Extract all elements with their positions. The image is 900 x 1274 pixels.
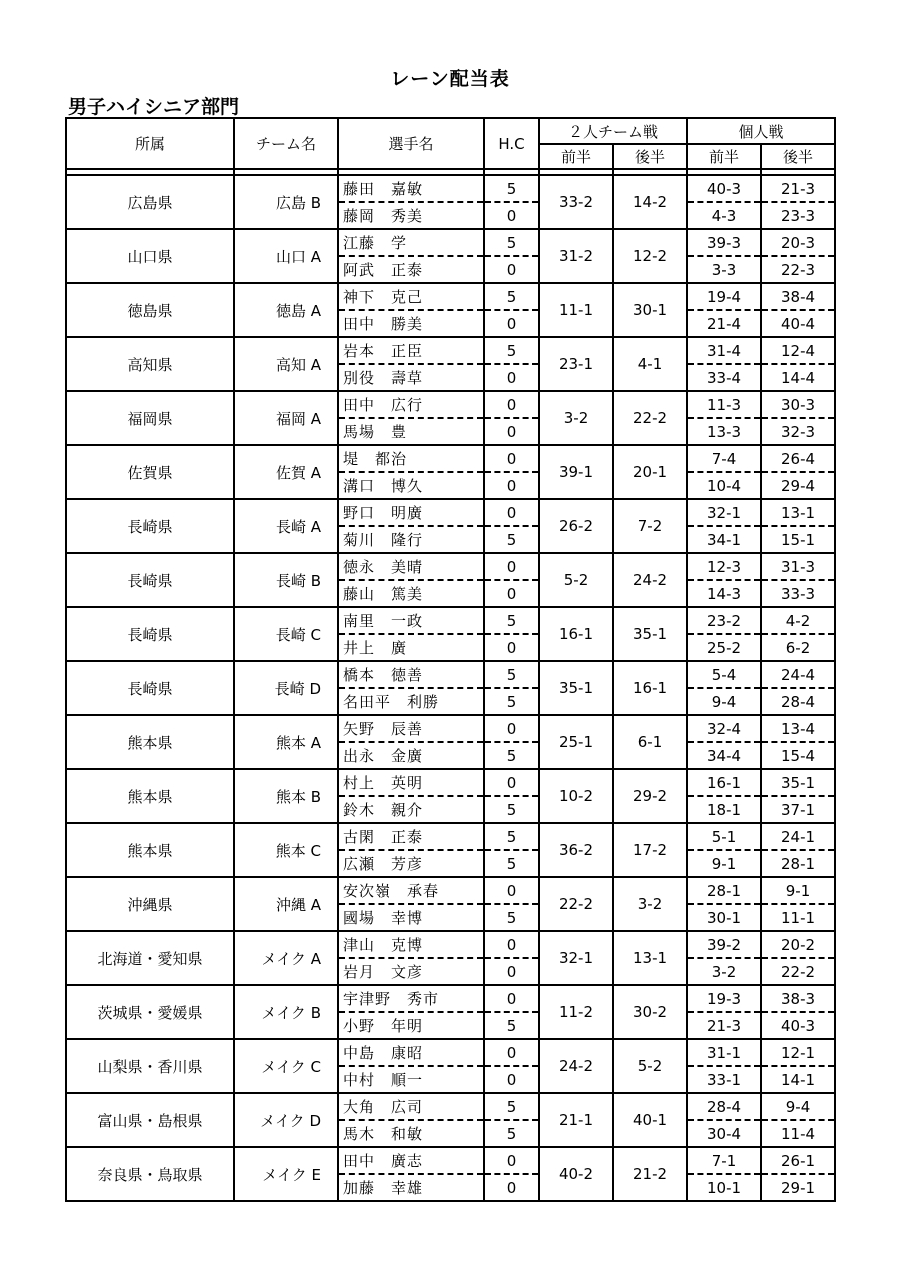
player-name-cell: 馬木 和敏	[338, 1120, 484, 1147]
hc-cell: 0	[484, 310, 539, 337]
table-row	[66, 229, 835, 256]
hc-cell: 0	[484, 1174, 539, 1201]
individual-second-cell: 38-4	[761, 283, 835, 310]
team-name-cell: 熊本 C	[234, 823, 338, 877]
individual-first-cell: 19-4	[687, 283, 761, 310]
individual-second-cell: 40-4	[761, 310, 835, 337]
individual-second-cell: 29-4	[761, 472, 835, 499]
hc-cell: 0	[484, 877, 539, 904]
individual-second-cell: 31-3	[761, 553, 835, 580]
affiliation-cell: 北海道・愛知県	[66, 931, 234, 985]
player-name-cell: 別役 壽草	[338, 364, 484, 391]
affiliation-cell: 奈良県・鳥取県	[66, 1147, 234, 1201]
individual-first-cell: 31-4	[687, 337, 761, 364]
individual-first-cell: 14-3	[687, 580, 761, 607]
table-row	[66, 499, 835, 526]
individual-second-cell: 40-3	[761, 1012, 835, 1039]
individual-second-cell: 20-3	[761, 229, 835, 256]
hc-cell: 5	[484, 229, 539, 256]
affiliation-cell: 長崎県	[66, 499, 234, 553]
hc-cell: 0	[484, 499, 539, 526]
individual-first-cell: 28-1	[687, 877, 761, 904]
two-player-first-cell: 24-2	[539, 1039, 613, 1093]
player-name-cell: 阿武 正泰	[338, 256, 484, 283]
individual-first-cell: 30-4	[687, 1120, 761, 1147]
header-individual: 個人戦	[687, 118, 835, 144]
two-player-first-cell: 10-2	[539, 769, 613, 823]
player-name-cell: 國場 幸博	[338, 904, 484, 931]
player-name-cell: 古閑 正泰	[338, 823, 484, 850]
team-name-cell: 熊本 B	[234, 769, 338, 823]
player-name-cell: 中島 康昭	[338, 1039, 484, 1066]
hc-cell: 0	[484, 634, 539, 661]
affiliation-cell: 山梨県・香川県	[66, 1039, 234, 1093]
two-player-second-cell: 24-2	[613, 553, 687, 607]
individual-second-cell: 37-1	[761, 796, 835, 823]
player-name-cell: 南里 一政	[338, 607, 484, 634]
team-name-cell: 熊本 A	[234, 715, 338, 769]
individual-second-cell: 22-3	[761, 256, 835, 283]
team-name-cell: 佐賀 A	[234, 445, 338, 499]
table-row	[66, 283, 835, 310]
player-name-cell: 津山 克博	[338, 931, 484, 958]
hc-cell: 0	[484, 445, 539, 472]
two-player-first-cell: 26-2	[539, 499, 613, 553]
hc-cell: 0	[484, 1066, 539, 1093]
individual-second-cell: 30-3	[761, 391, 835, 418]
two-player-first-cell: 36-2	[539, 823, 613, 877]
individual-second-cell: 13-1	[761, 499, 835, 526]
player-name-cell: 田中 勝美	[338, 310, 484, 337]
hc-cell: 5	[484, 1093, 539, 1120]
team-name-cell: 広島 B	[234, 175, 338, 229]
affiliation-cell: 福岡県	[66, 391, 234, 445]
table-row	[66, 1039, 835, 1066]
hc-cell: 0	[484, 769, 539, 796]
player-name-cell: 徳永 美晴	[338, 553, 484, 580]
two-player-first-cell: 11-2	[539, 985, 613, 1039]
affiliation-cell: 茨城県・愛媛県	[66, 985, 234, 1039]
player-name-cell: 藤田 嘉敏	[338, 175, 484, 202]
table-row	[66, 391, 835, 418]
hc-cell: 5	[484, 850, 539, 877]
player-name-cell: 小野 年明	[338, 1012, 484, 1039]
team-name-cell: 福岡 A	[234, 391, 338, 445]
hc-cell: 0	[484, 256, 539, 283]
player-name-cell: 広瀬 芳彦	[338, 850, 484, 877]
individual-second-cell: 22-2	[761, 958, 835, 985]
player-name-cell: 岩本 正臣	[338, 337, 484, 364]
hc-cell: 5	[484, 1012, 539, 1039]
table-row	[66, 877, 835, 904]
individual-second-cell: 4-2	[761, 607, 835, 634]
two-player-first-cell: 33-2	[539, 175, 613, 229]
two-player-second-cell: 20-1	[613, 445, 687, 499]
team-name-cell: 沖縄 A	[234, 877, 338, 931]
two-player-second-cell: 30-1	[613, 283, 687, 337]
table-row	[66, 769, 835, 796]
affiliation-cell: 長崎県	[66, 661, 234, 715]
hc-cell: 0	[484, 958, 539, 985]
two-player-second-cell: 40-1	[613, 1093, 687, 1147]
individual-first-cell: 23-2	[687, 607, 761, 634]
table-row	[66, 1093, 835, 1120]
individual-first-cell: 34-1	[687, 526, 761, 553]
header-ind-first: 前半	[687, 144, 761, 169]
two-player-second-cell: 3-2	[613, 877, 687, 931]
table-row	[66, 607, 835, 634]
individual-first-cell: 19-3	[687, 985, 761, 1012]
two-player-first-cell: 25-1	[539, 715, 613, 769]
player-name-cell: 名田平 利勝	[338, 688, 484, 715]
table-row	[66, 715, 835, 742]
table-row	[66, 823, 835, 850]
player-name-cell: 中村 順一	[338, 1066, 484, 1093]
individual-first-cell: 13-3	[687, 418, 761, 445]
individual-first-cell: 21-4	[687, 310, 761, 337]
hc-cell: 5	[484, 607, 539, 634]
two-player-first-cell: 11-1	[539, 283, 613, 337]
header-affiliation: 所属	[66, 118, 234, 169]
individual-first-cell: 3-2	[687, 958, 761, 985]
player-name-cell: 出永 金廣	[338, 742, 484, 769]
hc-cell: 0	[484, 472, 539, 499]
affiliation-cell: 高知県	[66, 337, 234, 391]
affiliation-cell: 長崎県	[66, 553, 234, 607]
two-player-second-cell: 13-1	[613, 931, 687, 985]
player-name-cell: 矢野 辰善	[338, 715, 484, 742]
affiliation-cell: 広島県	[66, 175, 234, 229]
individual-second-cell: 14-1	[761, 1066, 835, 1093]
hc-cell: 5	[484, 337, 539, 364]
two-player-first-cell: 22-2	[539, 877, 613, 931]
two-player-second-cell: 4-1	[613, 337, 687, 391]
two-player-second-cell: 12-2	[613, 229, 687, 283]
individual-first-cell: 31-1	[687, 1039, 761, 1066]
two-player-second-cell: 29-2	[613, 769, 687, 823]
header-hc: H.C	[484, 118, 539, 169]
individual-second-cell: 20-2	[761, 931, 835, 958]
player-name-cell: 馬場 豊	[338, 418, 484, 445]
hc-cell: 0	[484, 1147, 539, 1174]
player-name-cell: 溝口 博久	[338, 472, 484, 499]
header-two-player: ２人チーム戦	[539, 118, 687, 144]
player-name-cell: 井上 廣	[338, 634, 484, 661]
team-name-cell: メイク A	[234, 931, 338, 985]
table-row	[66, 661, 835, 688]
hc-cell: 0	[484, 580, 539, 607]
individual-first-cell: 39-3	[687, 229, 761, 256]
table-row	[66, 1147, 835, 1174]
table-row	[66, 337, 835, 364]
individual-second-cell: 14-4	[761, 364, 835, 391]
individual-first-cell: 30-1	[687, 904, 761, 931]
two-player-first-cell: 16-1	[539, 607, 613, 661]
two-player-first-cell: 35-1	[539, 661, 613, 715]
two-player-second-cell: 14-2	[613, 175, 687, 229]
player-name-cell: 鈴木 親介	[338, 796, 484, 823]
header-ind-second: 後半	[761, 144, 835, 169]
player-name-cell: 田中 廣志	[338, 1147, 484, 1174]
hc-cell: 5	[484, 688, 539, 715]
hc-cell: 0	[484, 202, 539, 229]
player-name-cell: 野口 明廣	[338, 499, 484, 526]
two-player-second-cell: 16-1	[613, 661, 687, 715]
individual-second-cell: 12-1	[761, 1039, 835, 1066]
individual-second-cell: 23-3	[761, 202, 835, 229]
two-player-second-cell: 22-2	[613, 391, 687, 445]
player-name-cell: 江藤 学	[338, 229, 484, 256]
hc-cell: 5	[484, 526, 539, 553]
affiliation-cell: 熊本県	[66, 823, 234, 877]
hc-cell: 0	[484, 715, 539, 742]
team-name-cell: メイク C	[234, 1039, 338, 1093]
individual-second-cell: 28-1	[761, 850, 835, 877]
player-name-cell: 村上 英明	[338, 769, 484, 796]
individual-first-cell: 33-1	[687, 1066, 761, 1093]
two-player-first-cell: 32-1	[539, 931, 613, 985]
header-two-second: 後半	[613, 144, 687, 169]
hc-cell: 5	[484, 742, 539, 769]
individual-first-cell: 5-1	[687, 823, 761, 850]
individual-second-cell: 35-1	[761, 769, 835, 796]
hc-cell: 0	[484, 553, 539, 580]
individual-first-cell: 32-1	[687, 499, 761, 526]
player-name-cell: 岩月 文彦	[338, 958, 484, 985]
individual-first-cell: 5-4	[687, 661, 761, 688]
two-player-first-cell: 40-2	[539, 1147, 613, 1201]
two-player-second-cell: 5-2	[613, 1039, 687, 1093]
individual-second-cell: 24-4	[761, 661, 835, 688]
individual-second-cell: 38-3	[761, 985, 835, 1012]
two-player-second-cell: 7-2	[613, 499, 687, 553]
page-title: レーン配当表	[390, 68, 510, 90]
hc-cell: 5	[484, 823, 539, 850]
hc-cell: 0	[484, 391, 539, 418]
individual-first-cell: 4-3	[687, 202, 761, 229]
individual-first-cell: 25-2	[687, 634, 761, 661]
individual-second-cell: 26-1	[761, 1147, 835, 1174]
hc-cell: 5	[484, 661, 539, 688]
individual-second-cell: 29-1	[761, 1174, 835, 1201]
team-name-cell: 長崎 B	[234, 553, 338, 607]
individual-first-cell: 10-1	[687, 1174, 761, 1201]
table-row	[66, 445, 835, 472]
team-name-cell: メイク B	[234, 985, 338, 1039]
table-row	[66, 931, 835, 958]
division-title: 男子ハイシニア部門	[68, 96, 240, 118]
player-name-cell: 橋本 徳善	[338, 661, 484, 688]
affiliation-cell: 長崎県	[66, 607, 234, 661]
individual-second-cell: 13-4	[761, 715, 835, 742]
individual-first-cell: 10-4	[687, 472, 761, 499]
two-player-second-cell: 35-1	[613, 607, 687, 661]
hc-cell: 5	[484, 904, 539, 931]
team-name-cell: メイク D	[234, 1093, 338, 1147]
player-name-cell: 藤山 篤美	[338, 580, 484, 607]
two-player-second-cell: 21-2	[613, 1147, 687, 1201]
header-player-name: 選手名	[338, 118, 484, 169]
hc-cell: 0	[484, 931, 539, 958]
individual-second-cell: 15-1	[761, 526, 835, 553]
individual-second-cell: 11-1	[761, 904, 835, 931]
individual-first-cell: 9-4	[687, 688, 761, 715]
player-name-cell: 神下 克己	[338, 283, 484, 310]
individual-second-cell: 24-1	[761, 823, 835, 850]
two-player-first-cell: 5-2	[539, 553, 613, 607]
lane-assignment-table	[65, 117, 836, 1202]
team-name-cell: 高知 A	[234, 337, 338, 391]
hc-cell: 5	[484, 796, 539, 823]
two-player-first-cell: 3-2	[539, 391, 613, 445]
individual-first-cell: 9-1	[687, 850, 761, 877]
individual-first-cell: 32-4	[687, 715, 761, 742]
hc-cell: 0	[484, 364, 539, 391]
hc-cell: 0	[484, 1039, 539, 1066]
individual-second-cell: 15-4	[761, 742, 835, 769]
individual-first-cell: 7-1	[687, 1147, 761, 1174]
individual-second-cell: 6-2	[761, 634, 835, 661]
individual-first-cell: 3-3	[687, 256, 761, 283]
affiliation-cell: 沖縄県	[66, 877, 234, 931]
hc-cell: 0	[484, 985, 539, 1012]
individual-second-cell: 9-1	[761, 877, 835, 904]
two-player-second-cell: 6-1	[613, 715, 687, 769]
player-name-cell: 菊川 隆行	[338, 526, 484, 553]
hc-cell: 5	[484, 1120, 539, 1147]
individual-second-cell: 9-4	[761, 1093, 835, 1120]
individual-first-cell: 18-1	[687, 796, 761, 823]
individual-second-cell: 12-4	[761, 337, 835, 364]
hc-cell: 5	[484, 175, 539, 202]
header-team-name: チーム名	[234, 118, 338, 169]
affiliation-cell: 山口県	[66, 229, 234, 283]
player-name-cell: 加藤 幸雄	[338, 1174, 484, 1201]
affiliation-cell: 富山県・島根県	[66, 1093, 234, 1147]
individual-second-cell: 11-4	[761, 1120, 835, 1147]
team-name-cell: 山口 A	[234, 229, 338, 283]
table-row	[66, 175, 835, 202]
team-name-cell: 長崎 D	[234, 661, 338, 715]
individual-second-cell: 28-4	[761, 688, 835, 715]
individual-second-cell: 32-3	[761, 418, 835, 445]
individual-first-cell: 16-1	[687, 769, 761, 796]
individual-first-cell: 39-2	[687, 931, 761, 958]
individual-first-cell: 28-4	[687, 1093, 761, 1120]
two-player-second-cell: 17-2	[613, 823, 687, 877]
affiliation-cell: 熊本県	[66, 769, 234, 823]
header-two-first: 前半	[539, 144, 613, 169]
player-name-cell: 堤 都治	[338, 445, 484, 472]
player-name-cell: 大角 広司	[338, 1093, 484, 1120]
team-name-cell: メイク E	[234, 1147, 338, 1201]
individual-first-cell: 7-4	[687, 445, 761, 472]
hc-cell: 5	[484, 283, 539, 310]
two-player-second-cell: 30-2	[613, 985, 687, 1039]
individual-first-cell: 21-3	[687, 1012, 761, 1039]
player-name-cell: 安次嶺 承春	[338, 877, 484, 904]
individual-first-cell: 40-3	[687, 175, 761, 202]
two-player-first-cell: 31-2	[539, 229, 613, 283]
table-row	[66, 553, 835, 580]
individual-first-cell: 12-3	[687, 553, 761, 580]
individual-first-cell: 33-4	[687, 364, 761, 391]
affiliation-cell: 佐賀県	[66, 445, 234, 499]
player-name-cell: 宇津野 秀市	[338, 985, 484, 1012]
individual-second-cell: 21-3	[761, 175, 835, 202]
team-name-cell: 徳島 A	[234, 283, 338, 337]
two-player-first-cell: 39-1	[539, 445, 613, 499]
table-row	[66, 985, 835, 1012]
two-player-first-cell: 21-1	[539, 1093, 613, 1147]
player-name-cell: 田中 広行	[338, 391, 484, 418]
table-body	[66, 169, 835, 1201]
individual-first-cell: 11-3	[687, 391, 761, 418]
affiliation-cell: 徳島県	[66, 283, 234, 337]
player-name-cell: 藤岡 秀美	[338, 202, 484, 229]
individual-second-cell: 26-4	[761, 445, 835, 472]
team-name-cell: 長崎 C	[234, 607, 338, 661]
hc-cell: 0	[484, 418, 539, 445]
affiliation-cell: 熊本県	[66, 715, 234, 769]
individual-second-cell: 33-3	[761, 580, 835, 607]
individual-first-cell: 34-4	[687, 742, 761, 769]
team-name-cell: 長崎 A	[234, 499, 338, 553]
two-player-first-cell: 23-1	[539, 337, 613, 391]
